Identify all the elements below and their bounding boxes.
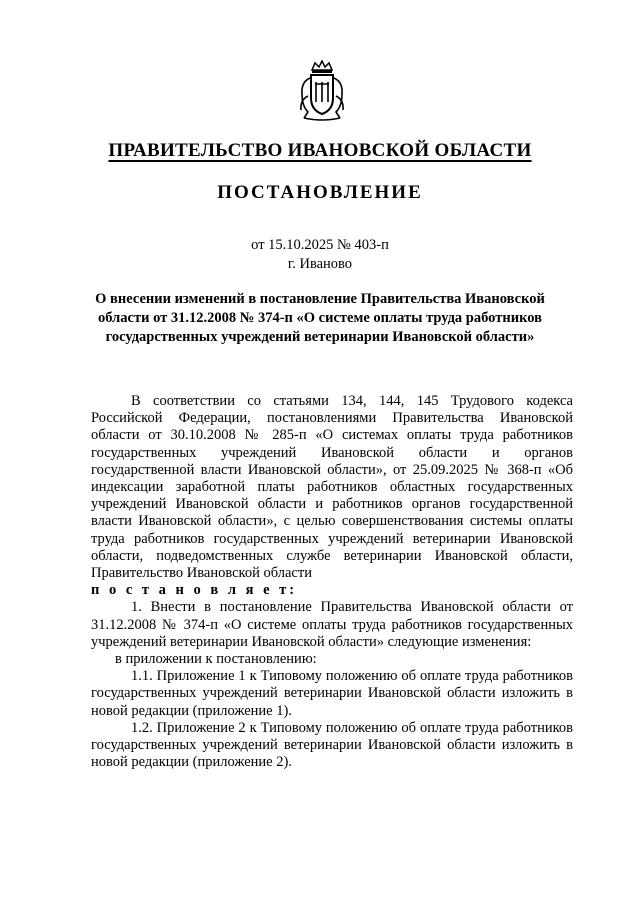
preamble-paragraph: В соответствии со статьями 134, 144, 145 Трудового кодекса Российской Федерации, постановлениями Правительства Ивановской области от 30.10.2008 № 285-п «О системах оплаты труда работников государственных учреждений Ивановской области и органов государственной власти Ивановской области», от 25.09.2025 № 368-п «Об индексации заработной платы работников областных государственных учреждений Ивановской области и работников органов государственной власти Ивановской области», с целью совершенствования системы оплаты труда работников государственных учреждений ветеринарии Ивановской области, подведомственных службе ветеринарии Ивановской области, Правительство Ивановской области — [91, 393, 573, 582]
item-1: 1. Внести в постановление Правительства Ивановской области от 31.12.2008 № 374-п «О системе оплаты труда работников государственных учреждений ветеринарии Ивановской области» следующие изменения: — [91, 599, 573, 650]
document-subject: О внесении изменений в постановление Правительства Ивановской области от 31.12.2008 № 374-п «О системе оплаты труда работников государственных учреждений ветеринарии Ивановской области» — [95, 291, 545, 345]
government-title: ПРАВИТЕЛЬСТВО ИВАНОВСКОЙ ОБЛАСТИ — [108, 140, 532, 161]
item-1-2: 1.2. Приложение 2 к Типовому положению об оплате труда работников государственных учреждений ветеринарии Ивановской области изложить в новой редакции (приложение 2). — [91, 719, 573, 771]
resolves-word: п о с т а н о в л я е т: — [91, 582, 298, 599]
appendix-intro: в приложении к постановлению: — [115, 651, 317, 668]
document-type: ПОСТАНОВЛЕНИЕ — [217, 182, 423, 203]
item-1-1: 1.1. Приложение 1 к Типовому положению об оплате труда работников государственных учреждений ветеринарии Ивановской области изложить в новой редакции (приложение 1). — [91, 668, 573, 719]
document-meta — [0, 236, 640, 274]
coat-of-arms-icon — [296, 60, 348, 122]
city-line: г. Иваново — [287, 256, 353, 272]
date-number-line: от 15.10.2025 № 403-п — [251, 237, 389, 253]
document-body — [91, 393, 573, 771]
